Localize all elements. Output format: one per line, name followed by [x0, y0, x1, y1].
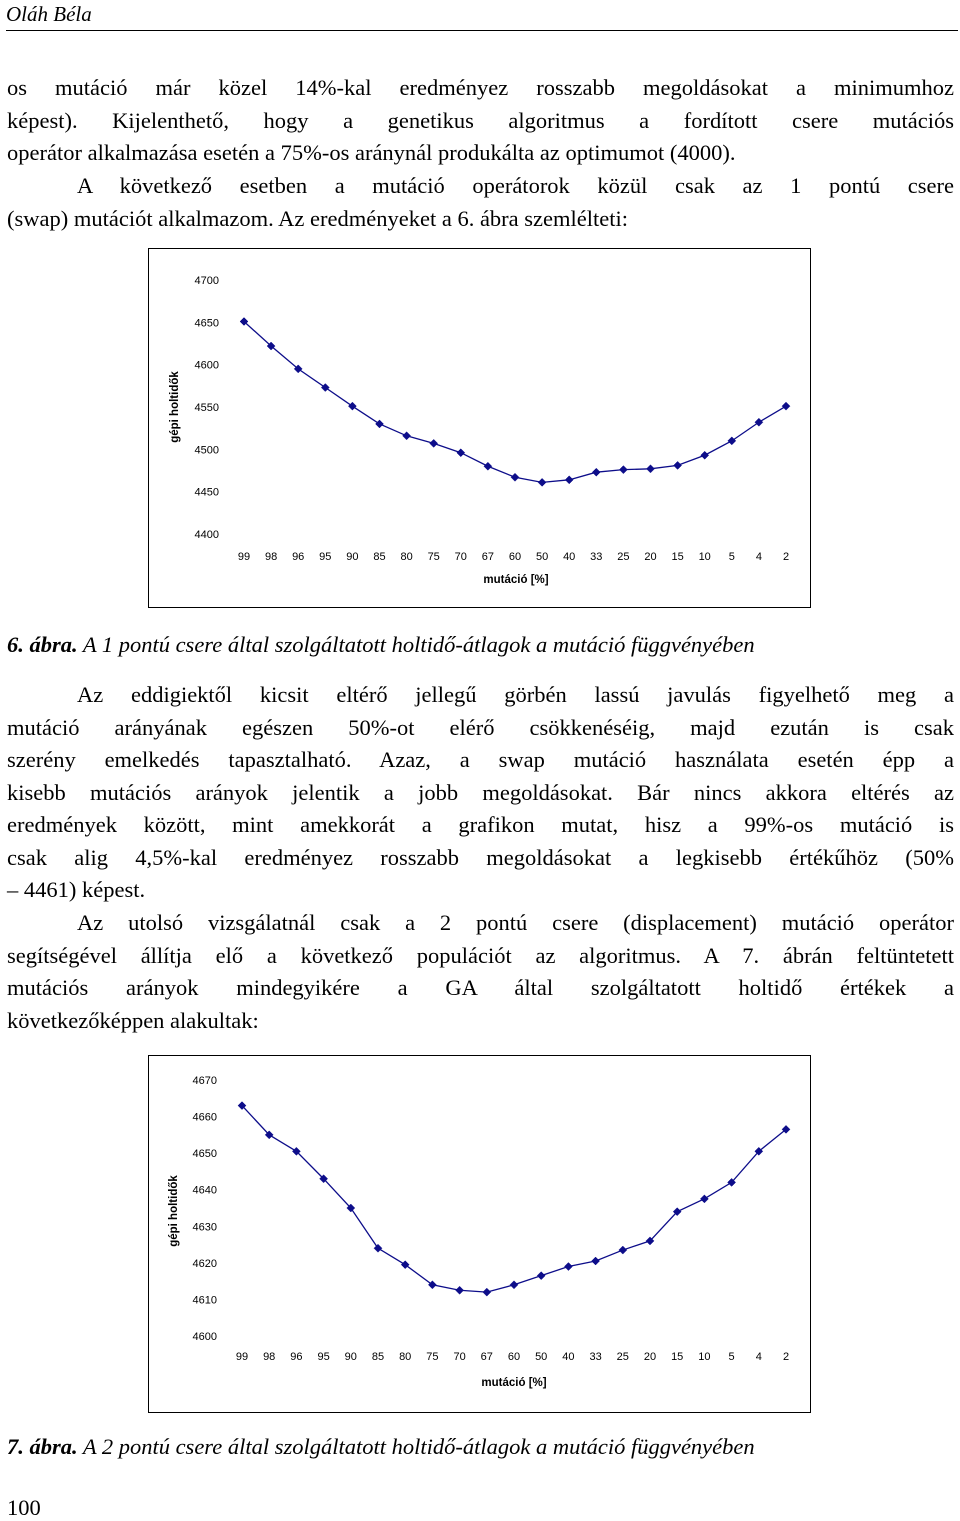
line-chart-7: [149, 1056, 810, 1412]
text-line: eredmények között, mint amekkorát a grafikon mutat, hisz a 99%-os mutáció is: [7, 812, 954, 837]
x-tick-label: 85: [373, 551, 386, 563]
text-line: mutációs arányok mindegyikére a GA által szolgáltatott holtidő értékek a: [7, 975, 954, 1000]
x-tick-label: 50: [535, 551, 549, 563]
text-line: segítségével állítja elő a következő populációt az algoritmus. A 7. ábrán feltüntetett: [7, 942, 954, 968]
x-tick-label: 4: [755, 551, 762, 563]
x-tick-label: 33: [589, 1351, 602, 1363]
data-point-marker: [510, 1281, 518, 1289]
x-tick-label: 15: [671, 1351, 684, 1363]
x-tick-label: 5: [728, 551, 735, 563]
x-tick-label: 10: [698, 551, 711, 563]
x-tick-label: 95: [317, 1351, 330, 1363]
line-chart-6: [149, 249, 810, 607]
data-point-marker: [430, 439, 438, 447]
text-line: képest). Kijelenthető, hogy a genetikus algoritmus a fordított csere mutációs: [7, 107, 954, 133]
figure-6-caption: [7, 632, 755, 658]
y-tick-label: 4500: [194, 444, 219, 457]
data-point-marker: [456, 1286, 464, 1294]
text-line: (swap) mutációt alkalmazom. Az eredményeket a 6. ábra szemlélteti:: [7, 205, 628, 231]
data-point-marker: [728, 437, 736, 445]
figure-6-chart: [148, 248, 811, 608]
x-tick-label: 15: [671, 551, 684, 563]
data-point-marker: [457, 449, 465, 457]
y-tick-label: 4640: [192, 1184, 217, 1197]
text-line: operátor alkalmazása esetén a 75%-os aránynál produkálta az optimumot (4000).: [7, 140, 736, 165]
data-point-marker: [374, 1244, 382, 1252]
y-tick-label: 4660: [192, 1111, 217, 1124]
y-tick-label: 4670: [192, 1075, 217, 1087]
x-axis-title: mutáció [%]: [483, 574, 549, 586]
y-axis-title: gépi holtidők: [169, 371, 181, 443]
page-number: 100: [7, 1495, 41, 1520]
x-tick-label: 60: [508, 551, 522, 563]
paragraph-3: [7, 679, 954, 907]
text-line: A következő esetben a mutáció operátorok közül csak az 1 pontú csere: [77, 173, 954, 198]
figure-6-label: 6. ábra.: [7, 632, 78, 657]
y-tick-label: 4600: [192, 1331, 217, 1343]
y-tick-label: 4550: [194, 402, 219, 414]
x-tick-label: 75: [426, 1351, 439, 1363]
x-tick-label: 80: [399, 1351, 412, 1363]
x-tick-label: 20: [644, 551, 657, 563]
x-tick-label: 75: [427, 551, 440, 563]
text-line: Az utolsó vizsgálatnál csak a 2 pontú csere (displacement) mutáció operátor: [77, 910, 954, 935]
text-line: kisebb mutációs arányok jelentik a jobb megoldásokat. Bár nincs akkora eltérés az: [7, 779, 954, 805]
paragraph-4: [7, 907, 954, 1037]
x-tick-label: 33: [590, 551, 603, 563]
x-tick-label: 95: [319, 551, 332, 563]
paragraph-1: [7, 72, 954, 170]
header-author: Oláh Béla: [6, 2, 92, 26]
x-axis-title: mutáció [%]: [481, 1377, 547, 1389]
y-axis-title: gépi holtidők: [168, 1175, 180, 1247]
paragraph-2: [7, 170, 954, 235]
data-point-marker: [619, 1246, 627, 1254]
data-point-marker: [537, 1272, 545, 1280]
x-tick-label: 2: [782, 551, 790, 563]
data-point-marker: [592, 468, 600, 476]
page-header: [6, 0, 958, 31]
x-tick-label: 80: [400, 551, 413, 563]
figure-7-chart: [148, 1055, 811, 1413]
data-point-marker: [755, 418, 763, 426]
figure-7-caption: [7, 1434, 755, 1460]
data-point-marker: [700, 1195, 708, 1203]
x-tick-label: 70: [453, 1351, 466, 1363]
x-tick-label: 96: [292, 551, 305, 563]
y-tick-label: 4650: [194, 317, 219, 330]
text-line: Az eddigiektől kicsit eltérő jellegű görbén lassú javulás figyelhető meg a: [77, 682, 954, 707]
data-point-marker: [701, 451, 709, 459]
data-point-marker: [619, 466, 627, 474]
y-tick-label: 4600: [194, 359, 219, 372]
x-tick-label: 10: [698, 1351, 711, 1363]
text-line: következőképpen alakultak:: [7, 1007, 259, 1033]
text-line: csak alig 4,5%-kal eredményez rosszabb megoldásokat a legkisebb értékűhöz (50%: [7, 844, 954, 870]
y-tick-label: 4630: [192, 1221, 217, 1234]
x-tick-label: 99: [235, 1351, 249, 1363]
y-tick-label: 4610: [192, 1294, 217, 1307]
y-tick-label: 4700: [194, 275, 219, 287]
data-point-marker: [565, 476, 573, 484]
x-tick-label: 2: [782, 1351, 790, 1363]
data-point-marker: [538, 478, 546, 486]
x-tick-label: 99: [237, 551, 251, 563]
data-point-marker: [674, 461, 682, 469]
data-point-marker: [782, 402, 790, 410]
y-tick-label: 4650: [192, 1148, 217, 1161]
data-point-marker: [376, 420, 384, 428]
x-tick-label: 50: [535, 1351, 548, 1363]
x-tick-label: 85: [371, 1351, 385, 1363]
x-tick-label: 98: [263, 1351, 276, 1363]
x-tick-label: 5: [728, 1351, 735, 1363]
x-tick-label: 25: [616, 1351, 629, 1363]
y-tick-label: 4450: [194, 486, 219, 499]
x-tick-label: 40: [563, 551, 576, 563]
x-tick-label: 25: [617, 551, 630, 563]
data-point-marker: [484, 462, 492, 470]
text-line: szerény emelkedés tapasztalható. Azaz, a swap mutáció használata esetén épp a: [7, 747, 954, 772]
x-tick-label: 90: [346, 551, 359, 563]
x-tick-label: 70: [454, 551, 467, 563]
x-tick-label: 20: [643, 1351, 657, 1363]
data-point-marker: [592, 1257, 600, 1265]
figure-7-label: 7. ábra.: [7, 1434, 78, 1459]
data-point-marker: [511, 473, 519, 481]
x-tick-label: 67: [480, 1351, 493, 1363]
x-tick-label: 96: [290, 1351, 303, 1363]
figure-7-caption-text: A 2 pontú csere által szolgáltatott holtidő-átlagok a mutáció függvényében: [77, 1434, 755, 1459]
data-point-marker: [321, 384, 329, 392]
y-tick-label: 4620: [192, 1257, 217, 1270]
x-tick-label: 4: [755, 1351, 762, 1363]
data-point-marker: [564, 1263, 572, 1271]
data-point-marker: [403, 432, 411, 440]
text-line: mutáció arányának egészen 50%-ot elérő csökkenéséig, majd ezután is csak: [7, 714, 954, 740]
data-point-marker: [483, 1288, 491, 1296]
x-tick-label: 40: [562, 1351, 575, 1363]
x-tick-label: 98: [264, 551, 278, 563]
x-tick-label: 67: [481, 551, 495, 563]
y-tick-label: 4400: [194, 529, 219, 541]
x-tick-label: 60: [507, 1351, 521, 1363]
figure-6-caption-text: A 1 pontú csere által szolgáltatott holtidő-átlagok a mutáció függvényében: [77, 632, 755, 657]
text-line: – 4461) képest.: [7, 877, 146, 902]
text-line: os mutáció már közel 14%-kal eredményez rosszabb megoldásokat a minimumhoz: [7, 75, 954, 100]
x-tick-label: 90: [344, 1351, 357, 1363]
data-point-marker: [348, 402, 356, 410]
data-point-marker: [647, 465, 655, 473]
